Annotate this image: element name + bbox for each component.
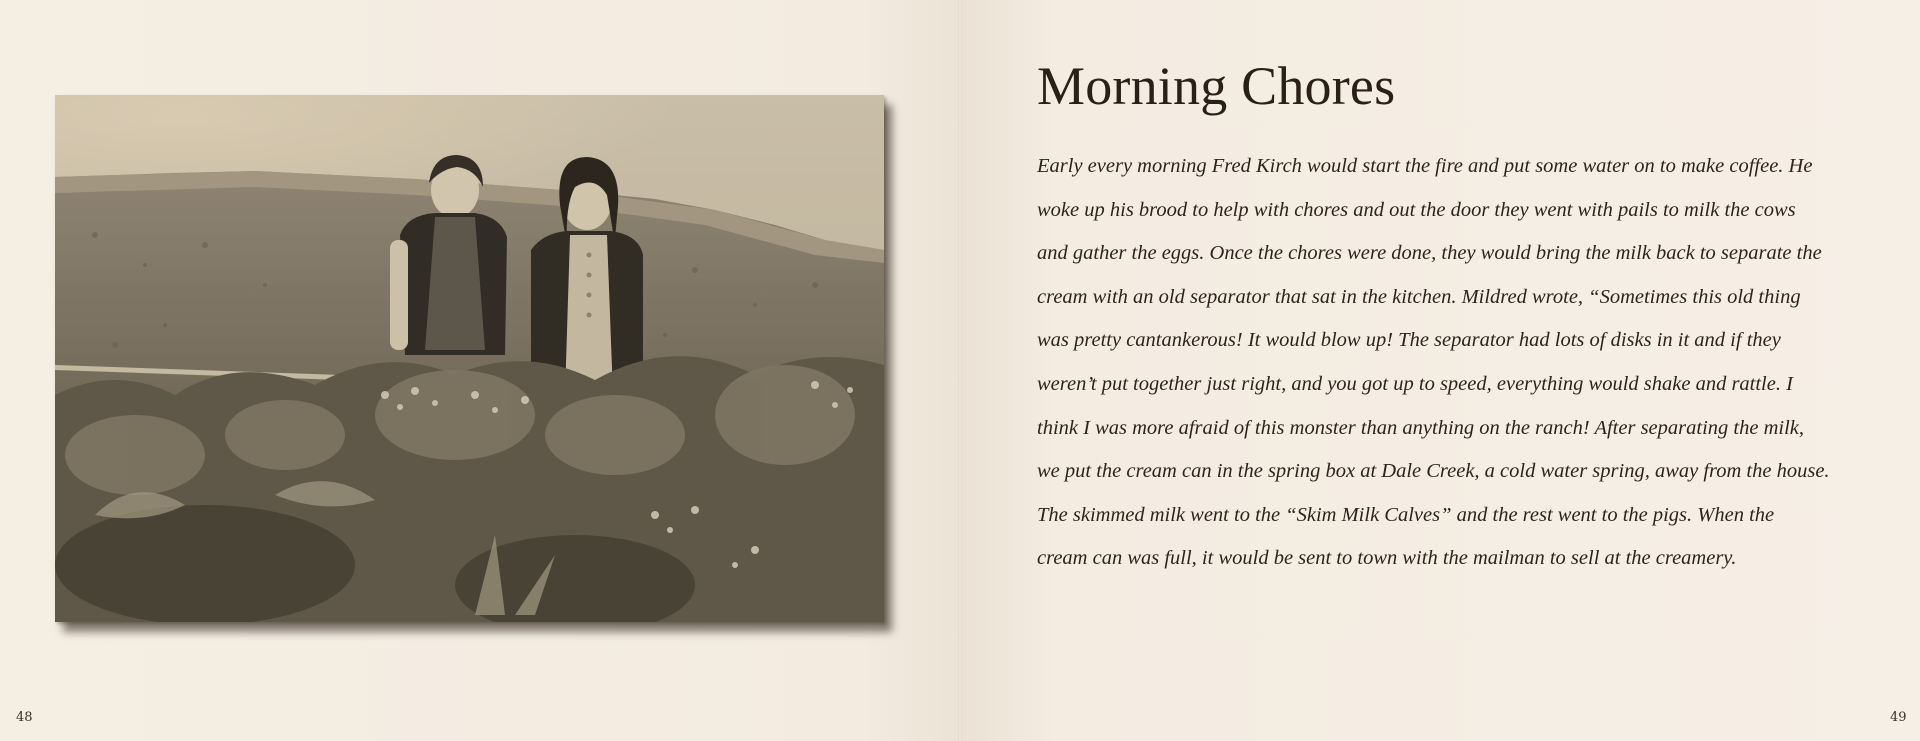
body-line: think I was more afraid of this monster than anything on the ranch! After separating the milk, xyxy=(1037,416,1804,439)
body-line: we put the cream can in the spring box at Dale Creek, a cold water spring, away from the house. xyxy=(1037,460,1830,483)
page-number-right: 49 xyxy=(1890,710,1907,725)
body-line: Early every morning Fred Kirch would start the fire and put some water on to make coffee. He xyxy=(1037,155,1813,177)
body-line: The skimmed milk went to the “Skim Milk Calves” and the rest went to the pigs. When the xyxy=(1037,503,1775,526)
page-number-left: 48 xyxy=(16,710,33,725)
body-line: cream with an old separator that sat in the kitchen. Mildred wrote, “Sometimes this old thing xyxy=(1037,285,1801,308)
body-line: cream can was full, it would be sent to town with the mailman to sell at the creamery. xyxy=(1037,547,1737,570)
body-line: weren’t put together just right, and you got up to speed, everything would shake and rattle. I xyxy=(1037,372,1793,395)
vintage-photo xyxy=(55,95,884,622)
left-page xyxy=(0,0,958,741)
body-line: and gather the eggs. Once the chores were done, they would bring the milk back to separate the xyxy=(1037,242,1822,265)
body-line: was pretty cantankerous! It would blow up! The separator had lots of disks in it and if they xyxy=(1037,329,1781,352)
article-title: Morning Chores xyxy=(1037,56,1396,116)
photo-illustration xyxy=(55,95,884,622)
body-line: woke up his brood to help with chores and out the door they went with pails to milk the cows xyxy=(1037,198,1796,221)
article-body xyxy=(1037,145,1887,581)
